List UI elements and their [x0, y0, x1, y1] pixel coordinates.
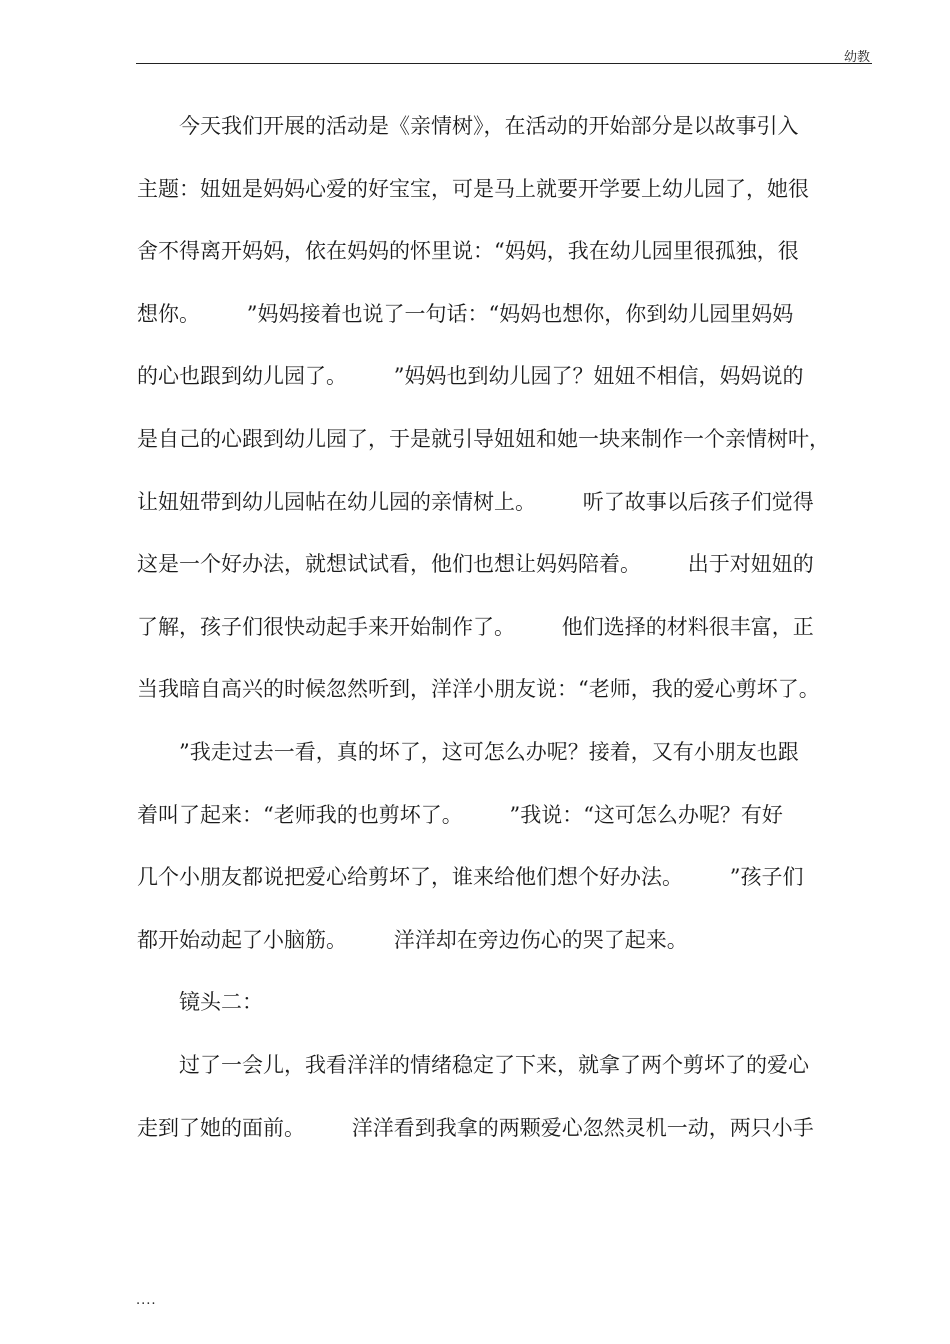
text-line: 是自己的心跟到幼儿园了，于是就引导妞妞和她一块来制作一个亲情树叶，	[137, 426, 830, 451]
text-line: 舍不得离开妈妈，依在妈妈的怀里说：“妈妈，我在幼儿园里很孤独，很	[137, 239, 799, 264]
footer-mark: ....	[136, 1293, 157, 1308]
header-label: 幼教	[843, 50, 870, 65]
text-line: 当我暗自高兴的时候忽然听到，洋洋小朋友说：“老师，我的爱心剪坏了。	[137, 677, 820, 702]
header-rule	[136, 63, 872, 64]
section-heading: 镜头二：	[179, 990, 263, 1015]
text-line: 的心也跟到幼儿园了。 ”妈妈也到幼儿园了？妞妞不相信，妈妈说的	[137, 364, 804, 389]
text-line: 今天我们开展的活动是《亲情树》，在活动的开始部分是以故事引入	[179, 114, 799, 138]
text-line: 了解，孩子们很快动起手来开始制作了。 他们选择的材料很丰富，正	[137, 614, 814, 639]
text-line: 想你。 ”妈妈接着也说了一句话：“妈妈也想你，你到幼儿园里妈妈	[137, 301, 794, 326]
text-line: 走到了她的面前。 洋洋看到我拿的两颗爱心忽然灵机一动，两只小手	[137, 1115, 814, 1140]
text-line: 都开始动起了小脑筋。 洋洋却在旁边伤心的哭了起来。	[137, 927, 688, 952]
text-line: ”我走过去一看，真的坏了，这可怎么办呢？接着，又有小朋友也跟	[179, 739, 799, 764]
text-line: 过了一会儿，我看洋洋的情绪稳定了下来，就拿了两个剪坏了的爱心	[179, 1052, 809, 1077]
text-line: 主题：妞妞是妈妈心爱的好宝宝，可是马上就要开学要上幼儿园了，她很	[137, 176, 809, 201]
text-line: 几个小朋友都说把爱心给剪坏了，谁来给他们想个好办法。 ”孩子们	[137, 865, 804, 890]
text-line: 这是一个好办法，就想试试看，他们也想让妈妈陪着。 出于对妞妞的	[137, 552, 814, 577]
text-line: 让妞妞带到幼儿园帖在幼儿园的亲情树上。 听了故事以后孩子们觉得	[137, 489, 814, 514]
text-line: 着叫了起来：“老师我的也剪坏了。 ”我说：“这可怎么办呢？有好	[137, 802, 783, 827]
body-text	[137, 114, 872, 1178]
